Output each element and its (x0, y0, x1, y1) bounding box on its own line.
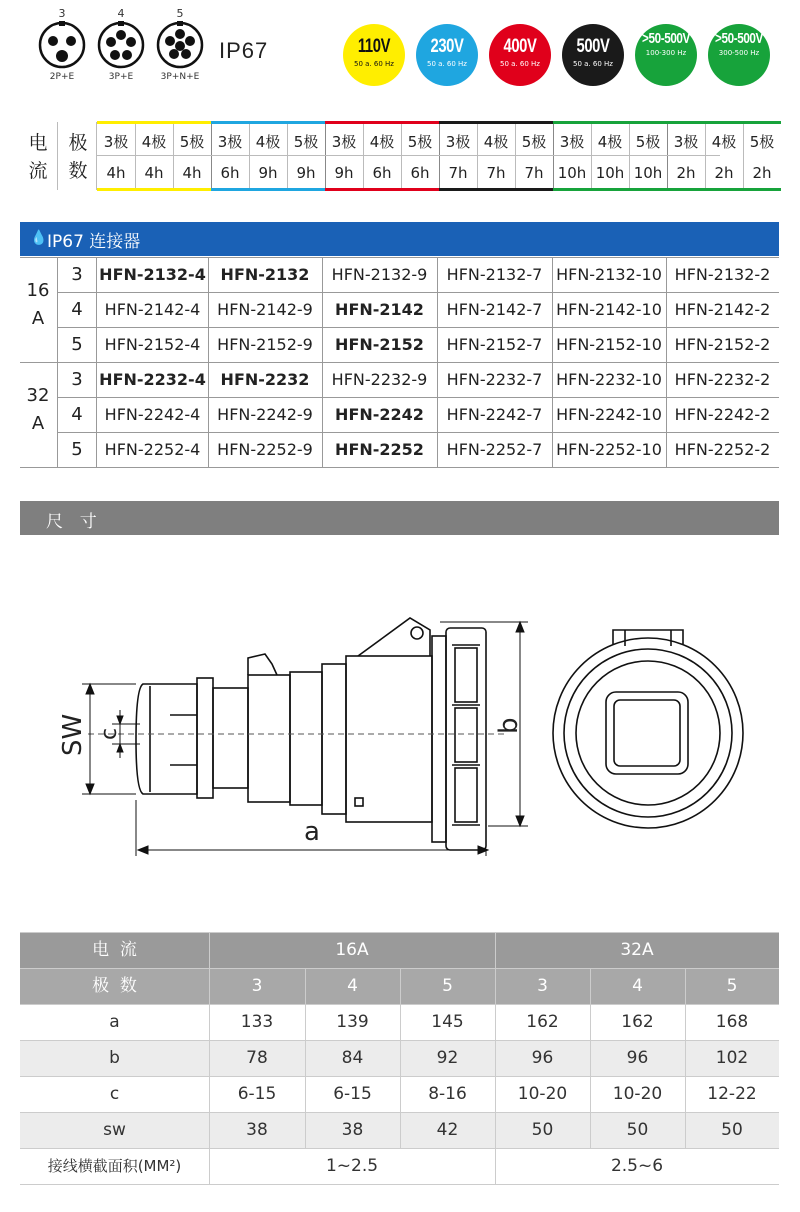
grid-line (666, 257, 667, 467)
dimension-value: 42 (436, 1120, 459, 1140)
voltage-label: >50-500V (642, 30, 690, 47)
hours-cell: 10h (633, 164, 663, 182)
voltage-badge (562, 24, 624, 86)
voltage-badge (635, 24, 697, 86)
divider (515, 124, 516, 188)
pin-config-5 (150, 8, 210, 82)
model-cell: HFN-2142-7 (446, 300, 543, 319)
hours-cell: 6h (220, 164, 240, 182)
dimension-value: 10-20 (612, 1084, 663, 1104)
divider (325, 124, 326, 188)
model-cell: HFN-2142-4 (104, 300, 201, 319)
pole-count: 3 (537, 976, 548, 996)
grid-line (552, 257, 553, 467)
group-top-line (667, 121, 781, 124)
hours-cell: 6h (372, 164, 392, 182)
product-section-title: IP67 连接器 (47, 232, 141, 252)
grid-line (208, 257, 209, 467)
group-top-line (325, 121, 439, 124)
current-label: 16 A (26, 280, 50, 329)
hours-cell: 9h (334, 164, 354, 182)
dimension-section-title: 尺 寸 (46, 512, 99, 532)
model-cell: HFN-2132-10 (556, 265, 662, 284)
group-top-line (553, 121, 667, 124)
model-cell: HFN-2232-9 (331, 370, 428, 389)
divider (401, 124, 402, 188)
hours-cell: 4h (144, 164, 164, 182)
grid-line (96, 257, 97, 467)
water-drop-icon: 💧 (30, 230, 48, 246)
pole-count: 3 (251, 976, 263, 996)
pole-cell: 3极 (559, 133, 585, 151)
group-bottom-line (211, 188, 325, 191)
hours-cell: 7h (448, 164, 468, 182)
model-cell: HFN-2142-2 (674, 300, 771, 319)
pin-config-4 (91, 8, 151, 82)
poles-label: 4 (71, 299, 83, 320)
current-32a: 32A (620, 940, 654, 960)
dimension-label: c (109, 1084, 120, 1104)
voltage-label: 400V (503, 36, 537, 57)
current-label: 32 A (26, 385, 50, 434)
dimension-value: 50 (721, 1120, 743, 1140)
divider (439, 124, 440, 188)
pin-type: 3P+E (108, 72, 134, 82)
pin-config-3 (32, 8, 92, 82)
dimension-value: 8-16 (428, 1084, 467, 1104)
voltage-label: 500V (576, 36, 610, 57)
grid-line (590, 968, 591, 1148)
voltage-label: 110V (357, 36, 391, 57)
pole-cell: 3极 (103, 133, 129, 151)
model-cell: HFN-2152-2 (674, 335, 771, 354)
pole-cell: 4极 (255, 133, 281, 151)
model-cell: HFN-2132-9 (331, 265, 428, 284)
dim-label-a: a (304, 817, 320, 847)
model-cell: HFN-2132-7 (446, 265, 543, 284)
model-cell: HFN-2152-9 (217, 335, 313, 354)
voltage-frequency: 300-500 Hz (718, 49, 760, 57)
wire-section-label: 接线横截面积(MM²) (47, 1157, 182, 1175)
model-cell: HFN-2152 (335, 335, 424, 354)
model-cell: HFN-2252-2 (674, 440, 771, 459)
voltage-frequency: 100-300 Hz (645, 49, 687, 57)
product-section-header (20, 222, 779, 256)
divider (57, 122, 58, 190)
model-cell: HFN-2242-4 (104, 405, 201, 424)
pole-count: 4 (632, 976, 643, 996)
dimension-value: 6-15 (333, 1084, 372, 1104)
divider (743, 124, 744, 188)
model-cell: HFN-2132 (220, 265, 310, 284)
dimension-value: 102 (715, 1048, 749, 1068)
group-top-line (211, 121, 325, 124)
poles-label: 3 (71, 264, 83, 285)
voltage-frequency: 50 a. 60 Hz (427, 60, 467, 68)
socket-face-icon (96, 20, 146, 70)
model-cell: HFN-2242-9 (217, 405, 313, 424)
grid-line (685, 968, 686, 1148)
model-cell: HFN-2232-7 (446, 370, 543, 389)
dimension-value: 133 (240, 1012, 274, 1032)
divider (287, 124, 288, 188)
model-cell: HFN-2142-9 (217, 300, 313, 319)
voltage-badge (489, 24, 551, 86)
dimension-value: 38 (246, 1120, 268, 1140)
pole-cell: 4极 (141, 133, 167, 151)
group-top-line (439, 121, 553, 124)
hours-cell: 2h (714, 164, 734, 182)
divider (173, 124, 174, 188)
grid-line (57, 257, 58, 467)
grid-line (437, 257, 438, 467)
hours-cell: 9h (296, 164, 316, 182)
socket-face-icon (37, 20, 87, 70)
pole-cell: 4极 (483, 133, 509, 151)
dimension-value: 78 (246, 1048, 268, 1068)
model-cell: HFN-2152-10 (556, 335, 662, 354)
dimension-value: 162 (621, 1012, 654, 1032)
voltage-frequency: 50 a. 60 Hz (500, 60, 540, 68)
grid-line (20, 1148, 779, 1149)
current-header: 电 流 (28, 132, 48, 182)
hours-cell: 10h (557, 164, 587, 182)
divider (591, 124, 592, 188)
model-cell: HFN-2242 (335, 405, 424, 424)
pole-count: 4 (347, 976, 358, 996)
pole-cell: 3极 (445, 133, 471, 151)
dim-label-b: b (494, 717, 524, 734)
grid-line (322, 257, 323, 467)
model-cell: HFN-2232 (220, 370, 310, 389)
model-cell: HFN-2132-4 (99, 265, 206, 284)
current-header: 电 流 (92, 940, 137, 960)
pin-type: 3P+N+E (160, 72, 200, 82)
poles-header: 极 数 (92, 976, 137, 996)
voltage-label: >50-500V (715, 30, 763, 47)
pole-cell: 5极 (407, 133, 433, 151)
voltage-frequency: 50 a. 60 Hz (573, 60, 613, 68)
dimension-value: 145 (431, 1012, 464, 1032)
voltage-label: 230V (430, 36, 464, 57)
pole-cell: 5极 (749, 133, 775, 151)
voltage-badge (343, 24, 405, 86)
model-cell: HFN-2152-4 (104, 335, 201, 354)
model-cell: HFN-2232-2 (674, 370, 771, 389)
hours-cell: 9h (258, 164, 278, 182)
hours-cell: 6h (410, 164, 430, 182)
model-cell: HFN-2232-4 (99, 370, 206, 389)
poles-label: 4 (71, 404, 83, 425)
current-16a: 16A (335, 940, 369, 960)
voltage-badge (708, 24, 770, 86)
grid-line (209, 932, 210, 1184)
grid-line (495, 932, 496, 1184)
dimension-value: 168 (715, 1012, 749, 1032)
pin-count: 5 (176, 7, 184, 20)
pole-cell: 4极 (711, 133, 737, 151)
dimension-value: 84 (341, 1048, 364, 1068)
grid-line (20, 1184, 779, 1185)
dimension-value: 12-22 (707, 1084, 757, 1104)
pole-count: 5 (726, 976, 738, 996)
grid-line (400, 968, 401, 1148)
dimension-value: 92 (436, 1048, 459, 1068)
wire-16a: 1~2.5 (325, 1156, 379, 1176)
model-cell: HFN-2152-7 (446, 335, 543, 354)
socket-face-icon (155, 20, 205, 70)
poles-header: 极 数 (68, 132, 88, 182)
dimension-value: 162 (526, 1012, 559, 1032)
voltage-badge (416, 24, 478, 86)
model-cell: HFN-2252 (335, 440, 424, 459)
group-bottom-line (439, 188, 553, 191)
poles-label: 5 (71, 439, 83, 460)
model-cell: HFN-2242-7 (446, 405, 543, 424)
divider (135, 124, 136, 188)
pole-cell: 5极 (293, 133, 319, 151)
divider (705, 124, 706, 188)
pole-cell: 5极 (635, 133, 661, 151)
divider (629, 124, 630, 188)
hours-cell: 7h (486, 164, 506, 182)
grid-line (305, 968, 306, 1148)
divider (667, 124, 668, 188)
row-divider (97, 155, 720, 156)
ip-rating: IP67 (219, 38, 269, 63)
hours-cell: 2h (752, 164, 772, 182)
hours-cell: 7h (524, 164, 544, 182)
model-cell: HFN-2252-9 (217, 440, 313, 459)
pin-count: 3 (58, 7, 66, 20)
pin-type: 2P+E (49, 72, 75, 82)
pole-cell: 3极 (217, 133, 243, 151)
model-cell: HFN-2252-7 (446, 440, 543, 459)
pole-cell: 5极 (179, 133, 205, 151)
divider (553, 124, 554, 188)
hours-cell: 4h (106, 164, 126, 182)
dimension-value: 96 (531, 1048, 554, 1068)
divider (477, 124, 478, 188)
hours-cell: 2h (676, 164, 696, 182)
group-top-line (97, 121, 211, 124)
group-bottom-line (325, 188, 439, 191)
group-bottom-line (97, 188, 211, 191)
group-bottom-line (667, 188, 781, 191)
hours-cell: 10h (595, 164, 625, 182)
model-cell: HFN-2142 (335, 300, 424, 319)
model-cell: HFN-2142-10 (556, 300, 662, 319)
grid-line (20, 467, 779, 468)
pole-cell: 5极 (521, 133, 547, 151)
model-cell: HFN-2242-2 (674, 405, 771, 424)
poles-label: 3 (71, 369, 83, 390)
model-cell: HFN-2252-4 (104, 440, 201, 459)
dimension-value: 96 (626, 1048, 649, 1068)
divider (249, 124, 250, 188)
dim-label-sw: SW (58, 713, 88, 756)
dimension-label: b (109, 1048, 120, 1068)
model-cell: HFN-2132-2 (674, 265, 771, 284)
dimension-value: 38 (341, 1120, 364, 1140)
model-cell: HFN-2242-10 (556, 405, 662, 424)
divider (363, 124, 364, 188)
voltage-frequency: 50 a. 60 Hz (354, 60, 394, 68)
model-cell: HFN-2252-10 (556, 440, 662, 459)
group-bottom-line (553, 188, 667, 191)
dimension-label: sw (103, 1120, 126, 1140)
pole-cell: 4极 (597, 133, 623, 151)
model-cell: HFN-2232-10 (556, 370, 662, 389)
pole-cell: 3极 (331, 133, 357, 151)
pin-count: 4 (117, 7, 125, 20)
dimension-value: 10-20 (517, 1084, 568, 1104)
wire-32a: 2.5~6 (610, 1156, 664, 1176)
pole-count: 5 (442, 976, 453, 996)
dimension-value: 139 (336, 1012, 369, 1032)
pole-cell: 4极 (369, 133, 395, 151)
poles-label: 5 (71, 334, 83, 355)
pole-cell: 3极 (673, 133, 699, 151)
grid-line (20, 932, 779, 933)
hours-cell: 4h (182, 164, 202, 182)
dimension-label: a (109, 1012, 120, 1032)
dimension-value: 50 (531, 1120, 554, 1140)
dim-label-c: c (97, 727, 122, 740)
divider (211, 124, 212, 188)
dimension-value: 6-15 (237, 1084, 277, 1104)
dimension-section-header (20, 501, 779, 535)
dimension-value: 50 (626, 1120, 649, 1140)
